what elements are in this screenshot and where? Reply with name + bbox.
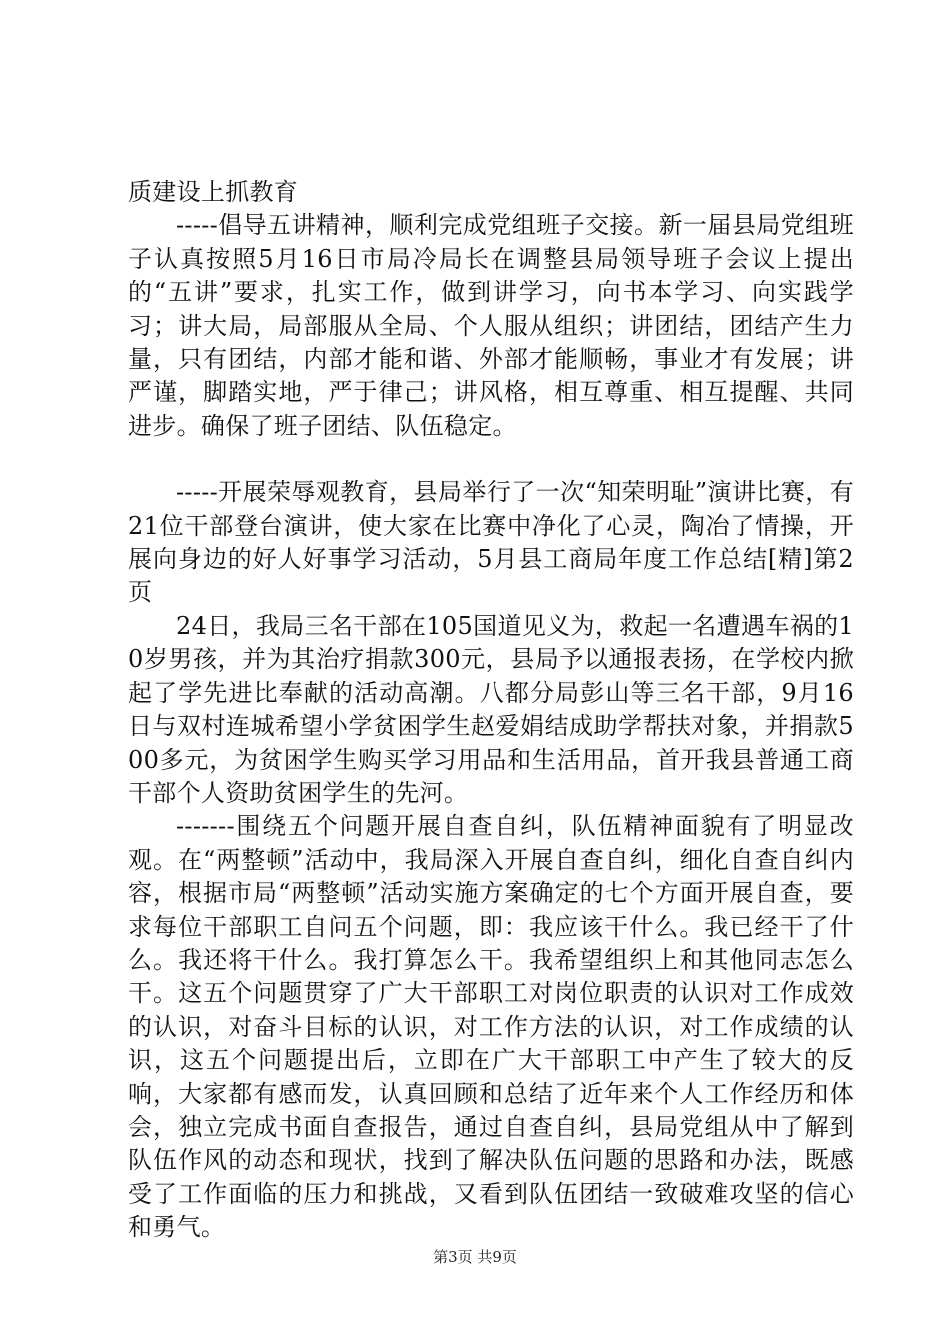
paragraph-five-talks: -----倡导五讲精神，顺利完成党组班子交接。新一届县局党组班子认真按照5月16日市局冷局长在调整县局领导班子会议上提出的“五讲”要求，扎实工作，做到讲学习，向书本学习、向实践学习；讲大局，局部服从全局、个人服从组织；讲团结，团结产生力量，只有团结，内部才能和谐、外部才能顺畅，事业才有发展；讲严谨，脚踏实地，严于律己；讲风格，相互尊重、相互提醒、共同进步。确保了班子团结、队伍稳定。 xyxy=(128,211,854,440)
paragraph-self-inspection: -------围绕五个问题开展自查自纠，队伍精神面貌有了明显改观。在“两整顿”活动中，我局深入开展自查自纠，细化自查自纠内容，根据市局“两整顿”活动实施方案确定的七个方面开展自查，要求每位干部职工自问五个问题，即：我应该干什么。我已经干了什么。我还将干什么。我打算怎么干。我希望组织上和其他同志怎么干。这五个问题贯穿了广大干部职工对岗位职责的认识对工作成效的认识，对奋斗目标的认识，对工作方法的认识，对工作成绩的认识，这五个问题提出后，立即在广大干部职工中产生了较大的反响，大家都有感而发，认真回顾和总结了近年来个人工作经历和体会，独立完成书面自查报告，通过自查自纠，县局党组从中了解到队伍作风的动态和现状，找到了解决队伍问题的思路和办法，既感受了工作面临的压力和挑战，又看到队伍团结一致破难攻坚的信心和勇气。 xyxy=(128,812,854,1242)
paragraph-honor-education: -----开展荣辱观教育，县局举行了一次“知荣明耻”演讲比赛，有21位干部登台演讲，使大家在比赛中净化了心灵，陶冶了情操，开展向身边的好人好事学习活动，5月县工商局年度工作总结[精]第2页 xyxy=(128,478,854,607)
document-body xyxy=(128,176,854,1245)
paragraph-good-deeds: 24日，我局三名干部在105国道见义为，救起一名遭遇车祸的10岁男孩，并为其治疗捐款300元，县局予以通报表扬，在学校内掀起了学先进比奉献的活动高潮。八都分局彭山等三名干部，9月16日与双村连城希望小学贫困学生赵爱娟结成助学帮扶对象，并捐款500多元，为贫困学生购买学习用品和生活用品，首开我县普通工商干部个人资助贫困学生的先河。 xyxy=(128,611,854,807)
page-number-footer: 第3页 共9页 xyxy=(433,1248,517,1266)
paragraph-heading-fragment: 质建设上抓教育 xyxy=(128,178,299,206)
